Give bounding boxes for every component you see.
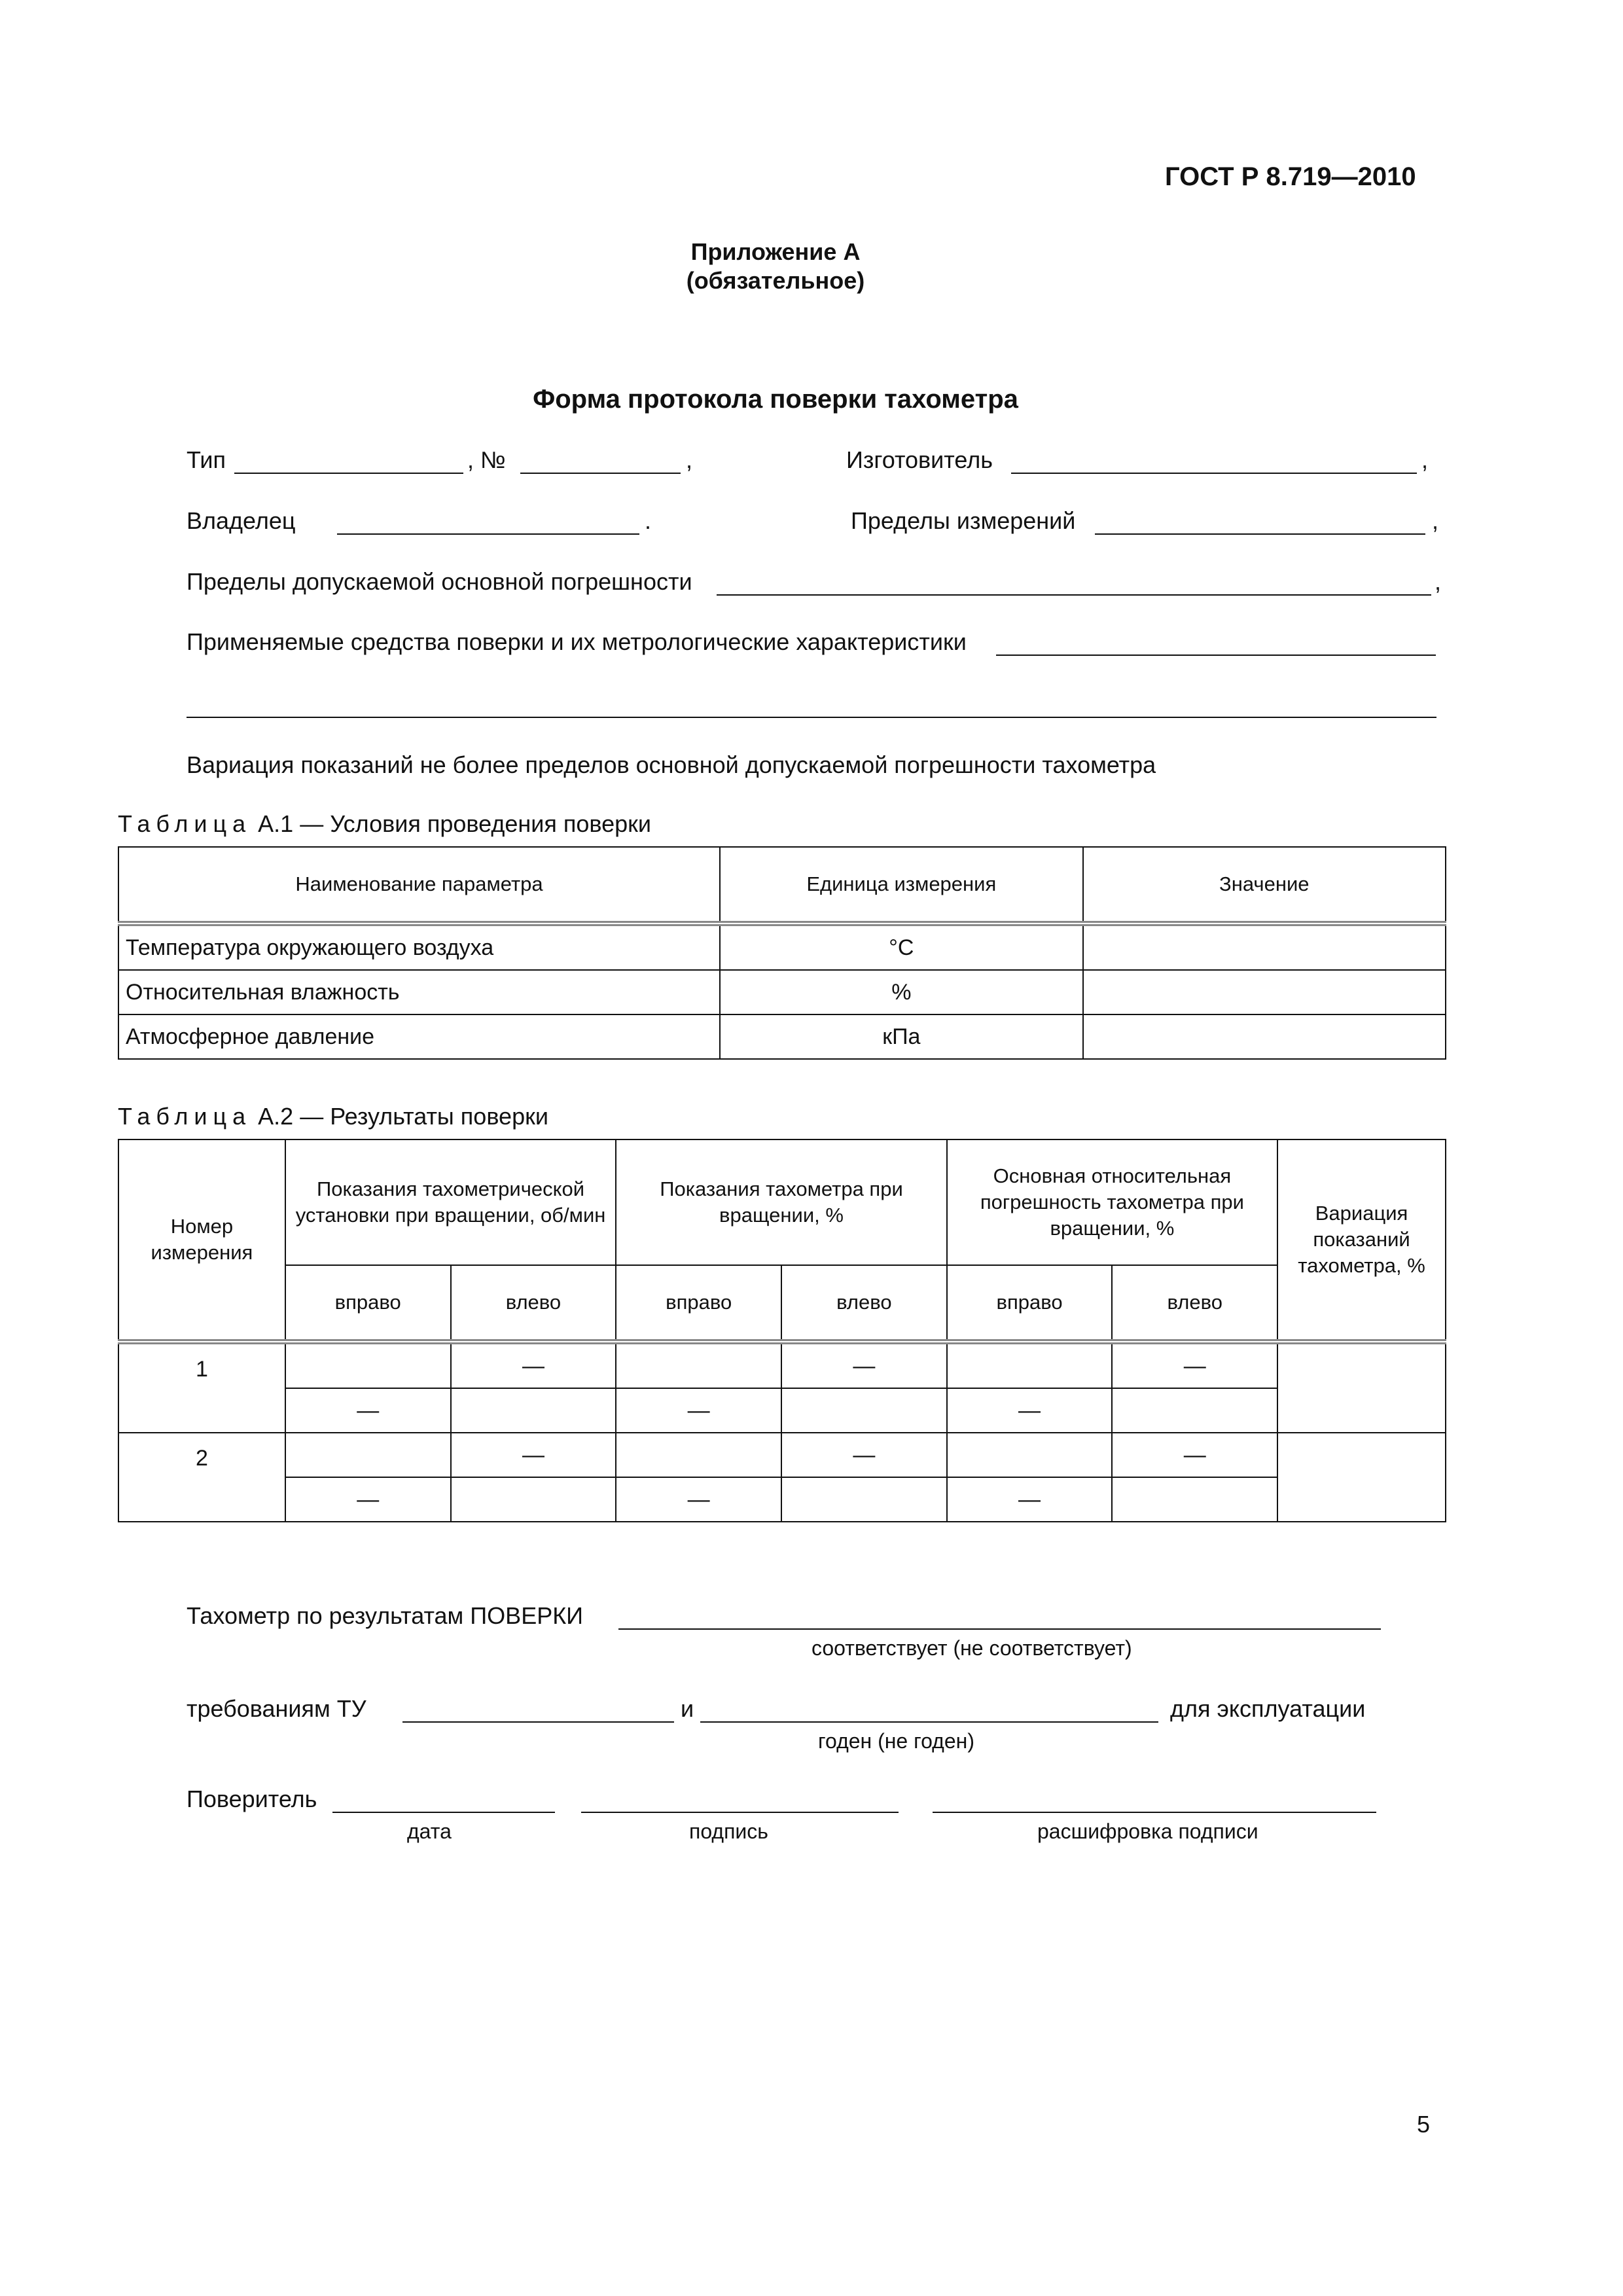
value-cell[interactable]: [616, 1342, 781, 1388]
dash-cell: —: [947, 1388, 1113, 1433]
subheader-right: вправо: [616, 1265, 781, 1342]
value-cell[interactable]: [616, 1433, 781, 1477]
type-field[interactable]: [234, 473, 463, 474]
requirements-label: требованиям ТУ: [187, 1695, 366, 1722]
table2-caption: [118, 1103, 548, 1130]
dash-cell: —: [285, 1388, 451, 1433]
measurement-limits-label: Пределы измерений: [851, 507, 1076, 534]
comma: ,: [686, 446, 693, 473]
form-title: Форма протокола поверки тахометра: [533, 385, 1018, 414]
measurement-number: 1: [118, 1342, 285, 1433]
header-unit: Единица измерения: [720, 847, 1082, 924]
decoding-field[interactable]: [933, 1812, 1376, 1813]
date-hint: дата: [407, 1820, 452, 1843]
header-value: Значение: [1083, 847, 1446, 924]
table1-caption-text: А.1 — Условия проведения поверки: [258, 810, 651, 837]
page-number: 5: [1417, 2111, 1431, 2138]
value-cell[interactable]: [781, 1477, 947, 1522]
variation-note: Вариация показаний не более пределов основной допускаемой погрешности тахометра: [187, 751, 1156, 778]
subheader-right: вправо: [285, 1265, 451, 1342]
table1-caption: [118, 810, 651, 838]
param-cell: Относительная влажность: [118, 970, 720, 1014]
table-row: [118, 970, 1446, 1014]
measurement-number: 2: [118, 1433, 285, 1522]
dash-cell: —: [1112, 1342, 1277, 1388]
value-cell[interactable]: [285, 1342, 451, 1388]
param-cell: Атмосферное давление: [118, 1014, 720, 1059]
fitness-hint: годен (не годен): [818, 1729, 974, 1753]
subheader-left: влево: [781, 1265, 947, 1342]
comma: ,: [1435, 568, 1442, 595]
value-cell[interactable]: [451, 1388, 616, 1433]
subheader-left: влево: [1112, 1265, 1277, 1342]
value-cell[interactable]: [947, 1342, 1113, 1388]
operation-label: для эксплуатации: [1170, 1695, 1366, 1722]
table2-caption-text: А.2 — Результаты поверки: [258, 1103, 548, 1130]
manufacturer-label: Изготовитель: [846, 446, 993, 473]
header-setup-readings: Показания тахометрической установки при вращении, об/мин: [285, 1139, 616, 1265]
conclusion-hint: соответствует (не соответствует): [812, 1636, 1132, 1660]
owner-label: Владелец: [187, 507, 296, 534]
dash-cell: —: [1112, 1433, 1277, 1477]
value-cell[interactable]: [781, 1388, 947, 1433]
dash-cell: —: [781, 1433, 947, 1477]
table-row: [118, 1388, 1446, 1433]
value-cell[interactable]: [1083, 924, 1446, 970]
and-label: и: [681, 1695, 694, 1722]
error-limits-field[interactable]: [717, 594, 1431, 596]
value-cell[interactable]: [1112, 1477, 1277, 1522]
number-label: , №: [467, 446, 506, 473]
table-subheader-row: [118, 1265, 1446, 1342]
header-measurement-number: Номер измерения: [118, 1139, 285, 1342]
comma: ,: [1432, 507, 1439, 534]
table-row: [118, 1433, 1446, 1477]
dash-cell: —: [285, 1477, 451, 1522]
manufacturer-field[interactable]: [1011, 473, 1417, 474]
dash-cell: —: [616, 1477, 781, 1522]
param-cell: Температура окружающего воздуха: [118, 924, 720, 970]
dash-cell: —: [781, 1342, 947, 1388]
table-row: [118, 1342, 1446, 1388]
appendix-status: (обязательное): [686, 267, 865, 294]
number-field[interactable]: [520, 473, 681, 474]
value-cell[interactable]: [1083, 970, 1446, 1014]
unit-cell: °С: [720, 924, 1082, 970]
conditions-table: [118, 846, 1446, 1060]
verification-means-label: Применяемые средства поверки и их метрологические характеристики: [187, 628, 967, 655]
conclusion-field[interactable]: [618, 1628, 1381, 1630]
table-row: [118, 924, 1446, 970]
period: .: [645, 507, 652, 534]
table-header-row: [118, 1139, 1446, 1265]
conclusion-label: Тахометр по результатам ПОВЕРКИ: [187, 1602, 584, 1629]
value-cell[interactable]: [285, 1433, 451, 1477]
dash-cell: —: [616, 1388, 781, 1433]
dash-cell: —: [451, 1342, 616, 1388]
requirements-field[interactable]: [402, 1721, 674, 1723]
results-table: [118, 1139, 1446, 1522]
table-header-row: [118, 847, 1446, 924]
standard-code: ГОСТ Р 8.719—2010: [1165, 162, 1416, 191]
type-label: Тип: [187, 446, 226, 473]
value-cell[interactable]: [451, 1477, 616, 1522]
table-row: [118, 1477, 1446, 1522]
error-limits-label: Пределы допускаемой основной погрешности: [187, 568, 692, 595]
appendix-title: Приложение А: [690, 238, 861, 265]
measurement-limits-field[interactable]: [1095, 533, 1425, 535]
header-parameter: Наименование параметра: [118, 847, 720, 924]
date-field[interactable]: [332, 1812, 555, 1813]
dash-cell: —: [947, 1477, 1113, 1522]
unit-cell: %: [720, 970, 1082, 1014]
header-relative-error: Основная относительная погрешность тахометра при вращении, %: [947, 1139, 1277, 1265]
table-row: [118, 1014, 1446, 1059]
owner-field[interactable]: [337, 533, 639, 535]
decoding-hint: расшифровка подписи: [1037, 1820, 1258, 1843]
header-tachometer-readings: Показания тахометра при вращении, %: [616, 1139, 946, 1265]
subheader-right: вправо: [947, 1265, 1113, 1342]
variation-cell[interactable]: [1277, 1342, 1446, 1433]
variation-cell[interactable]: [1277, 1433, 1446, 1522]
verifier-label: Поверитель: [187, 1785, 317, 1812]
table2-caption-word: Таблица: [118, 1103, 252, 1130]
fitness-field[interactable]: [700, 1721, 1158, 1723]
verification-means-field-line2[interactable]: [187, 717, 1436, 718]
signature-hint: подпись: [689, 1820, 768, 1843]
value-cell[interactable]: [1112, 1388, 1277, 1433]
table1-caption-word: Таблица: [118, 810, 252, 837]
value-cell[interactable]: [947, 1433, 1113, 1477]
value-cell[interactable]: [1083, 1014, 1446, 1059]
verification-means-field[interactable]: [996, 655, 1436, 656]
comma: ,: [1421, 446, 1429, 473]
unit-cell: кПа: [720, 1014, 1082, 1059]
subheader-left: влево: [451, 1265, 616, 1342]
header-variation: Вариация показаний тахометра, %: [1277, 1139, 1446, 1342]
signature-field[interactable]: [581, 1812, 899, 1813]
dash-cell: —: [451, 1433, 616, 1477]
